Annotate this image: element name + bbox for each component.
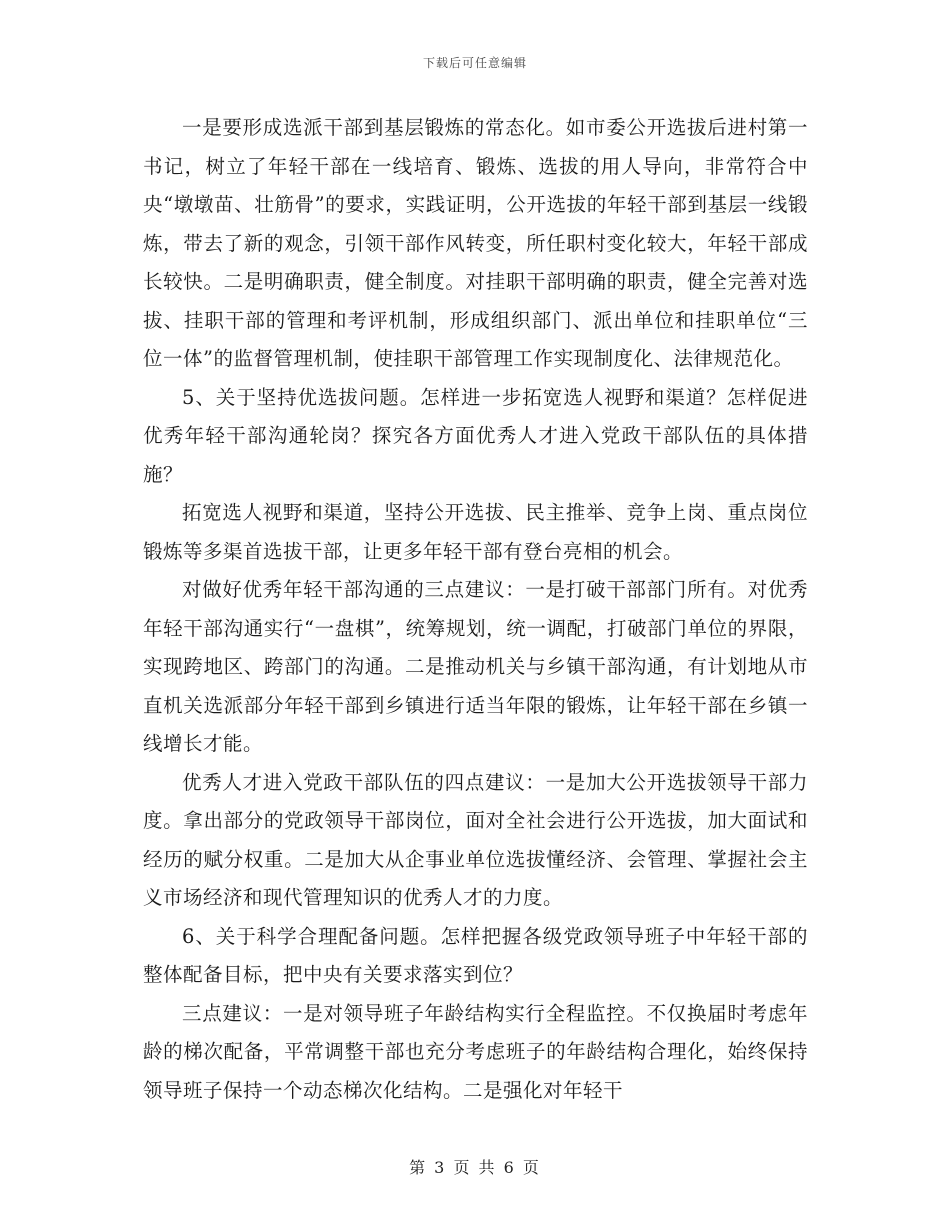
page-header: 下载后可任意编辑 xyxy=(422,56,527,70)
paragraph: 对做好优秀年轻干部沟通的三点建议：一是打破干部部门所有。对优秀年轻干部沟通实行“一盘棋”，统筹规划，统一调配，打破部门单位的界限，实现跨地区、跨部门的沟通。二是推动机关与乡镇干部沟通，有计划地从市直机关选派部分年轻干部到乡镇进行适当年限的锻炼，让年轻干部在乡镇一线增长才能。 xyxy=(143,578,808,755)
paragraph: 三点建议：一是对领导班子年龄结构实行全程监控。不仅换届时考虑年龄的梯次配备，平常调整干部也充分考虑班子的年龄结构合理化，始终保持领导班子保持一个动态梯次化结构。二是强化对年轻干 xyxy=(143,1001,808,1102)
paragraph: 6、关于科学合理配备问题。怎样把握各级党政领导班子中年轻干部的整体配备目标，把中央有关要求落实到位？ xyxy=(143,924,808,986)
document-body xyxy=(143,109,808,1110)
page-number-footer: 第 3 页 共 6 页 xyxy=(409,1158,541,1177)
paragraph: 拓宽选人视野和渠道，坚持公开选拔、民主推举、竞争上岗、重点岗位锻炼等多渠首选拔干部，让更多年轻干部有登台亮相的机会。 xyxy=(143,501,808,563)
paragraph: 一是要形成选派干部到基层锻炼的常态化。如市委公开选拔后进村第一书记，树立了年轻干部在一线培育、锻炼、选拔的用人导向，非常符合中央“墩墩苗、壮筋骨”的要求，实践证明，公开选拔的年轻干部到基层一线锻炼，带去了新的观念，引领干部作风转变，所任职村变化较大，年轻干部成长较快。二是明确职责，健全制度。对挂职干部明确的职责，健全完善对选拔、挂职干部的管理和考评机制，形成组织部门、派出单位和挂职单位“三位一体”的监督管理机制，使挂职干部管理工作实现制度化、法律规范化。 xyxy=(143,116,808,370)
paragraph: 5、关于坚持优选拔问题。怎样进一步拓宽选人视野和渠道？怎样促进优秀年轻干部沟通轮岗？探究各方面优秀人才进入党政干部队伍的具体措施？ xyxy=(143,385,808,486)
paragraph: 优秀人才进入党政干部队伍的四点建议：一是加大公开选拔领导干部力度。拿出部分的党政领导干部岗位，面对全社会进行公开选拔，加大面试和经历的赋分权重。二是加大从企事业单位选拔懂经济、会管理、掌握社会主义市场经济和现代管理知识的优秀人才的力度。 xyxy=(143,770,808,909)
